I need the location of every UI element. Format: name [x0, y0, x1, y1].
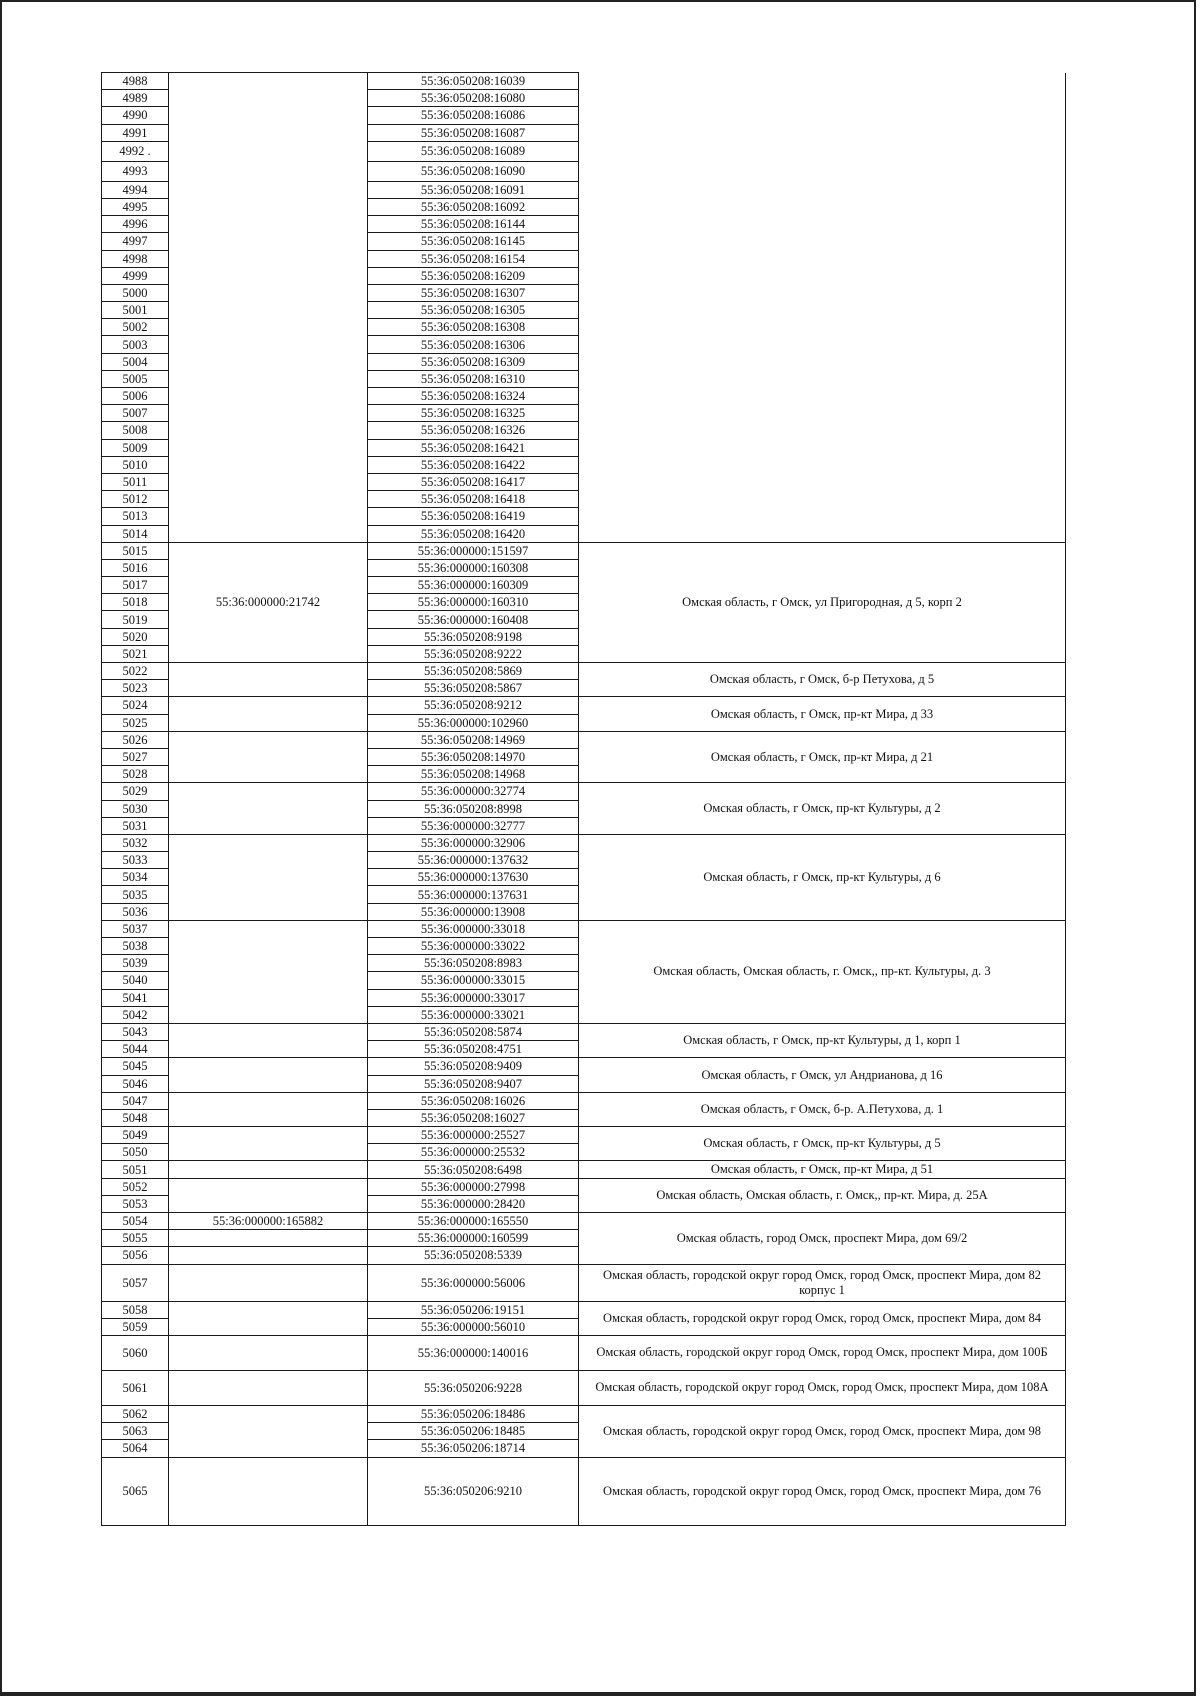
address-cell: Омская область, г Омск, пр-кт Культуры, д 5: [579, 1127, 1066, 1161]
cadastral-number: 55:36:050208:8998: [368, 800, 579, 817]
cadastral-number: 55:36:050208:16325: [368, 405, 579, 422]
row-number: 5063: [102, 1423, 169, 1440]
building-cadastral-number: [169, 1092, 368, 1126]
row-number: 5056: [102, 1247, 169, 1264]
cadastral-number: 55:36:050206:19151: [368, 1301, 579, 1318]
cadastral-number: 55:36:050208:5867: [368, 680, 579, 697]
cadastral-number: 55:36:050208:5869: [368, 663, 579, 680]
address-cell: Омская область, Омская область, г. Омск,, пр-кт. Культуры, д. 3: [579, 920, 1066, 1023]
cadastral-number: 55:36:050208:14968: [368, 766, 579, 783]
cadastral-number: 55:36:000000:13908: [368, 903, 579, 920]
building-cadastral-number: [169, 1247, 368, 1264]
row-number: 5046: [102, 1075, 169, 1092]
cadastral-number: 55:36:050208:9407: [368, 1075, 579, 1092]
cadastral-number: 55:36:000000:102960: [368, 714, 579, 731]
cadastral-number: 55:36:050208:16309: [368, 353, 579, 370]
document-sheet: [101, 72, 1066, 1526]
row-number: 5008: [102, 422, 169, 439]
row-number: 5022: [102, 663, 169, 680]
row-number: 4993: [102, 161, 169, 181]
row-number: 5044: [102, 1041, 169, 1058]
row-number: 5010: [102, 456, 169, 473]
building-cadastral-number: [169, 1127, 368, 1161]
table-row: [102, 920, 1066, 937]
address-cell: Омская область, г Омск, б-р. А.Петухова, д. 1: [579, 1092, 1066, 1126]
row-number: 5041: [102, 989, 169, 1006]
row-number: 5030: [102, 800, 169, 817]
row-number: 4999: [102, 267, 169, 284]
row-number: 5027: [102, 748, 169, 765]
row-number: 5028: [102, 766, 169, 783]
row-number: 5065: [102, 1457, 169, 1525]
cadastral-number: 55:36:000000:160599: [368, 1230, 579, 1247]
row-number: 4996: [102, 216, 169, 233]
row-number: 5039: [102, 955, 169, 972]
cadastral-number: 55:36:000000:32906: [368, 834, 579, 851]
row-number: 5055: [102, 1230, 169, 1247]
row-number: 5061: [102, 1370, 169, 1405]
building-cadastral-number: [169, 1230, 368, 1247]
address-cell: Омская область, городской округ город Омск, город Омск, проспект Мира, дом 98: [579, 1405, 1066, 1457]
cadastral-number: 55:36:050208:16091: [368, 181, 579, 198]
row-number: 5052: [102, 1178, 169, 1195]
cadastral-number: 55:36:050206:18714: [368, 1440, 579, 1457]
table-row: [102, 73, 1066, 90]
address-cell: Омская область, г Омск, б-р Петухова, д 5: [579, 663, 1066, 697]
row-number: 5029: [102, 783, 169, 800]
row-number: 5025: [102, 714, 169, 731]
cadastral-number: 55:36:000000:25527: [368, 1127, 579, 1144]
row-number: 5015: [102, 542, 169, 559]
row-number: 5035: [102, 886, 169, 903]
cadastral-number: 55:36:000000:32774: [368, 783, 579, 800]
address-cell: Омская область, городской округ город Омск, город Омск, проспект Мира, дом 76: [579, 1457, 1066, 1525]
table-row: [102, 1301, 1066, 1318]
address-cell: Омская область, городской округ город Омск, город Омск, проспект Мира, дом 108А: [579, 1370, 1066, 1405]
registry-table: [101, 72, 1066, 1526]
row-number: 4990: [102, 107, 169, 124]
cadastral-number: 55:36:050208:16026: [368, 1092, 579, 1109]
table-row: [102, 783, 1066, 800]
row-number: 5011: [102, 473, 169, 490]
cadastral-number: 55:36:000000:137630: [368, 869, 579, 886]
table-row: [102, 1405, 1066, 1422]
cadastral-number: 55:36:000000:160310: [368, 594, 579, 611]
building-cadastral-number: [169, 731, 368, 783]
address-cell: Омская область, г Омск, пр-кт Мира, д 51: [579, 1161, 1066, 1178]
row-number: 5000: [102, 284, 169, 301]
address-cell: Омская область, г Омск, пр-кт Мира, д 33: [579, 697, 1066, 731]
address-cell: Омская область, Омская область, г. Омск,, пр-кт. Мира, д. 25А: [579, 1178, 1066, 1212]
cadastral-number: 55:36:050208:16417: [368, 473, 579, 490]
row-number: 5005: [102, 370, 169, 387]
row-number: 5021: [102, 645, 169, 662]
cadastral-number: 55:36:050208:16039: [368, 73, 579, 90]
address-cell: Омская область, г Омск, ул Пригородная, д 5, корп 2: [579, 542, 1066, 662]
row-number: 5014: [102, 525, 169, 542]
row-number: 5023: [102, 680, 169, 697]
row-number: 5037: [102, 920, 169, 937]
table-row: [102, 697, 1066, 714]
cadastral-number: 55:36:050208:9212: [368, 697, 579, 714]
cadastral-number: 55:36:050208:9198: [368, 628, 579, 645]
row-number: 4998: [102, 250, 169, 267]
table-row: [102, 1335, 1066, 1370]
address-cell: Омская область, г Омск, ул Андрианова, д 16: [579, 1058, 1066, 1092]
address-cell: Омская область, г Омск, пр-кт Культуры, д 2: [579, 783, 1066, 835]
cadastral-number: 55:36:050208:9409: [368, 1058, 579, 1075]
cadastral-number: 55:36:050206:18486: [368, 1405, 579, 1422]
row-number: 4992 .: [102, 141, 169, 161]
row-number: 5001: [102, 302, 169, 319]
building-cadastral-number: [169, 1058, 368, 1092]
table-row: [102, 1127, 1066, 1144]
cadastral-number: 55:36:050208:16154: [368, 250, 579, 267]
row-number: 4988: [102, 73, 169, 90]
cadastral-number: 55:36:000000:151597: [368, 542, 579, 559]
row-number: 5013: [102, 508, 169, 525]
row-number: 5059: [102, 1318, 169, 1335]
cadastral-number: 55:36:050208:8983: [368, 955, 579, 972]
address-cell: Омская область, город Омск, проспект Мира, дом 69/2: [579, 1213, 1066, 1265]
cadastral-number: 55:36:050208:16419: [368, 508, 579, 525]
row-number: 5006: [102, 388, 169, 405]
cadastral-number: 55:36:050208:16092: [368, 198, 579, 215]
row-number: 4991: [102, 124, 169, 141]
table-row: [102, 1370, 1066, 1405]
row-number: 5017: [102, 577, 169, 594]
row-number: 5033: [102, 852, 169, 869]
address-cell: Омская область, г Омск, пр-кт Мира, д 21: [579, 731, 1066, 783]
cadastral-number: 55:36:050208:16324: [368, 388, 579, 405]
table-row: [102, 731, 1066, 748]
row-number: 4994: [102, 181, 169, 198]
cadastral-number: 55:36:050208:9222: [368, 645, 579, 662]
row-number: 5031: [102, 817, 169, 834]
cadastral-number: 55:36:050208:16308: [368, 319, 579, 336]
row-number: 5002: [102, 319, 169, 336]
row-number: 5024: [102, 697, 169, 714]
row-number: 5007: [102, 405, 169, 422]
cadastral-number: 55:36:000000:28420: [368, 1195, 579, 1212]
table-row: [102, 542, 1066, 559]
cadastral-number: 55:36:000000:137632: [368, 852, 579, 869]
building-cadastral-number: [169, 697, 368, 731]
address-cell: [579, 73, 1066, 543]
cadastral-number: 55:36:050208:16144: [368, 216, 579, 233]
address-cell: Омская область, г Омск, пр-кт Культуры, д 6: [579, 834, 1066, 920]
row-number: 5058: [102, 1301, 169, 1318]
cadastral-number: 55:36:000000:56010: [368, 1318, 579, 1335]
row-number: 5034: [102, 869, 169, 886]
building-cadastral-number: [169, 73, 368, 543]
cadastral-number: 55:36:050208:6498: [368, 1161, 579, 1178]
row-number: 5051: [102, 1161, 169, 1178]
cadastral-number: 55:36:050206:9228: [368, 1370, 579, 1405]
cadastral-number: 55:36:000000:160308: [368, 559, 579, 576]
row-number: 5018: [102, 594, 169, 611]
cadastral-number: 55:36:050208:16420: [368, 525, 579, 542]
building-cadastral-number: [169, 1023, 368, 1057]
cadastral-number: 55:36:050208:16086: [368, 107, 579, 124]
cadastral-number: 55:36:050208:16306: [368, 336, 579, 353]
row-number: 5040: [102, 972, 169, 989]
cadastral-number: 55:36:050208:16090: [368, 161, 579, 181]
row-number: 5060: [102, 1335, 169, 1370]
row-number: 5048: [102, 1109, 169, 1126]
table-row: [102, 1178, 1066, 1195]
building-cadastral-number: [169, 1457, 368, 1525]
table-row: [102, 1213, 1066, 1230]
row-number: 5003: [102, 336, 169, 353]
table-row: [102, 663, 1066, 680]
cadastral-number: 55:36:050208:16421: [368, 439, 579, 456]
building-cadastral-number: [169, 1161, 368, 1178]
cadastral-number: 55:36:000000:165550: [368, 1213, 579, 1230]
cadastral-number: 55:36:050208:5339: [368, 1247, 579, 1264]
row-number: 5057: [102, 1264, 169, 1301]
row-number: 5019: [102, 611, 169, 628]
cadastral-number: 55:36:050208:16089: [368, 141, 579, 161]
building-cadastral-number: [169, 1264, 368, 1301]
row-number: 5049: [102, 1127, 169, 1144]
row-number: 5062: [102, 1405, 169, 1422]
row-number: 4989: [102, 90, 169, 107]
row-number: 5042: [102, 1006, 169, 1023]
row-number: 5043: [102, 1023, 169, 1040]
cadastral-number: 55:36:000000:160408: [368, 611, 579, 628]
cadastral-number: 55:36:000000:25532: [368, 1144, 579, 1161]
cadastral-number: 55:36:000000:56006: [368, 1264, 579, 1301]
row-number: 5016: [102, 559, 169, 576]
cadastral-number: 55:36:050208:14969: [368, 731, 579, 748]
row-number: 5047: [102, 1092, 169, 1109]
table-row: [102, 1457, 1066, 1525]
cadastral-number: 55:36:050208:16305: [368, 302, 579, 319]
address-cell: Омская область, городской округ город Омск, город Омск, проспект Мира, дом 100Б: [579, 1335, 1066, 1370]
building-cadastral-number: [169, 1301, 368, 1335]
row-number: 5009: [102, 439, 169, 456]
cadastral-number: 55:36:050208:5874: [368, 1023, 579, 1040]
building-cadastral-number: [169, 1370, 368, 1405]
row-number: 5053: [102, 1195, 169, 1212]
row-number: 4997: [102, 233, 169, 250]
cadastral-number: 55:36:050208:16307: [368, 284, 579, 301]
building-cadastral-number: [169, 1178, 368, 1212]
address-cell: Омская область, г Омск, пр-кт Культуры, д 1, корп 1: [579, 1023, 1066, 1057]
cadastral-number: 55:36:000000:33021: [368, 1006, 579, 1023]
row-number: 5032: [102, 834, 169, 851]
row-number: 5045: [102, 1058, 169, 1075]
cadastral-number: 55:36:000000:33015: [368, 972, 579, 989]
cadastral-number: 55:36:050208:16422: [368, 456, 579, 473]
address-cell: Омская область, городской округ город Омск, город Омск, проспект Мира, дом 84: [579, 1301, 1066, 1335]
cadastral-number: 55:36:050208:16145: [368, 233, 579, 250]
table-row: [102, 1058, 1066, 1075]
cadastral-number: 55:36:050208:16209: [368, 267, 579, 284]
cadastral-number: 55:36:000000:33018: [368, 920, 579, 937]
cadastral-number: 55:36:000000:137631: [368, 886, 579, 903]
row-number: 5054: [102, 1213, 169, 1230]
cadastral-number: 55:36:000000:160309: [368, 577, 579, 594]
building-cadastral-number: 55:36:000000:21742: [169, 542, 368, 662]
cadastral-number: 55:36:000000:32777: [368, 817, 579, 834]
cadastral-number: 55:36:000000:33017: [368, 989, 579, 1006]
cadastral-number: 55:36:050208:14970: [368, 748, 579, 765]
row-number: 5020: [102, 628, 169, 645]
cadastral-number: 55:36:050208:16027: [368, 1109, 579, 1126]
cadastral-number: 55:36:000000:140016: [368, 1335, 579, 1370]
row-number: 5026: [102, 731, 169, 748]
cadastral-number: 55:36:050208:16326: [368, 422, 579, 439]
building-cadastral-number: [169, 920, 368, 1023]
address-cell: Омская область, городской округ город Омск, город Омск, проспект Мира, дом 82 корпус 1: [579, 1264, 1066, 1301]
table-row: [102, 1161, 1066, 1178]
building-cadastral-number: 55:36:000000:165882: [169, 1213, 368, 1230]
row-number: 5064: [102, 1440, 169, 1457]
row-number: 5012: [102, 491, 169, 508]
building-cadastral-number: [169, 834, 368, 920]
table-row: [102, 1092, 1066, 1109]
row-number: 5004: [102, 353, 169, 370]
building-cadastral-number: [169, 783, 368, 835]
building-cadastral-number: [169, 1405, 368, 1457]
cadastral-number: 55:36:050208:4751: [368, 1041, 579, 1058]
cadastral-number: 55:36:050208:16080: [368, 90, 579, 107]
row-number: 5050: [102, 1144, 169, 1161]
cadastral-number: 55:36:000000:33022: [368, 938, 579, 955]
row-number: 5036: [102, 903, 169, 920]
cadastral-number: 55:36:050206:9210: [368, 1457, 579, 1525]
cadastral-number: 55:36:000000:27998: [368, 1178, 579, 1195]
table-row: [102, 1264, 1066, 1301]
row-number: 5038: [102, 938, 169, 955]
cadastral-number: 55:36:050208:16310: [368, 370, 579, 387]
table-row: [102, 1023, 1066, 1040]
row-number: 4995: [102, 198, 169, 215]
building-cadastral-number: [169, 663, 368, 697]
table-row: [102, 834, 1066, 851]
cadastral-number: 55:36:050208:16418: [368, 491, 579, 508]
building-cadastral-number: [169, 1335, 368, 1370]
cadastral-number: 55:36:050208:16087: [368, 124, 579, 141]
cadastral-number: 55:36:050206:18485: [368, 1423, 579, 1440]
